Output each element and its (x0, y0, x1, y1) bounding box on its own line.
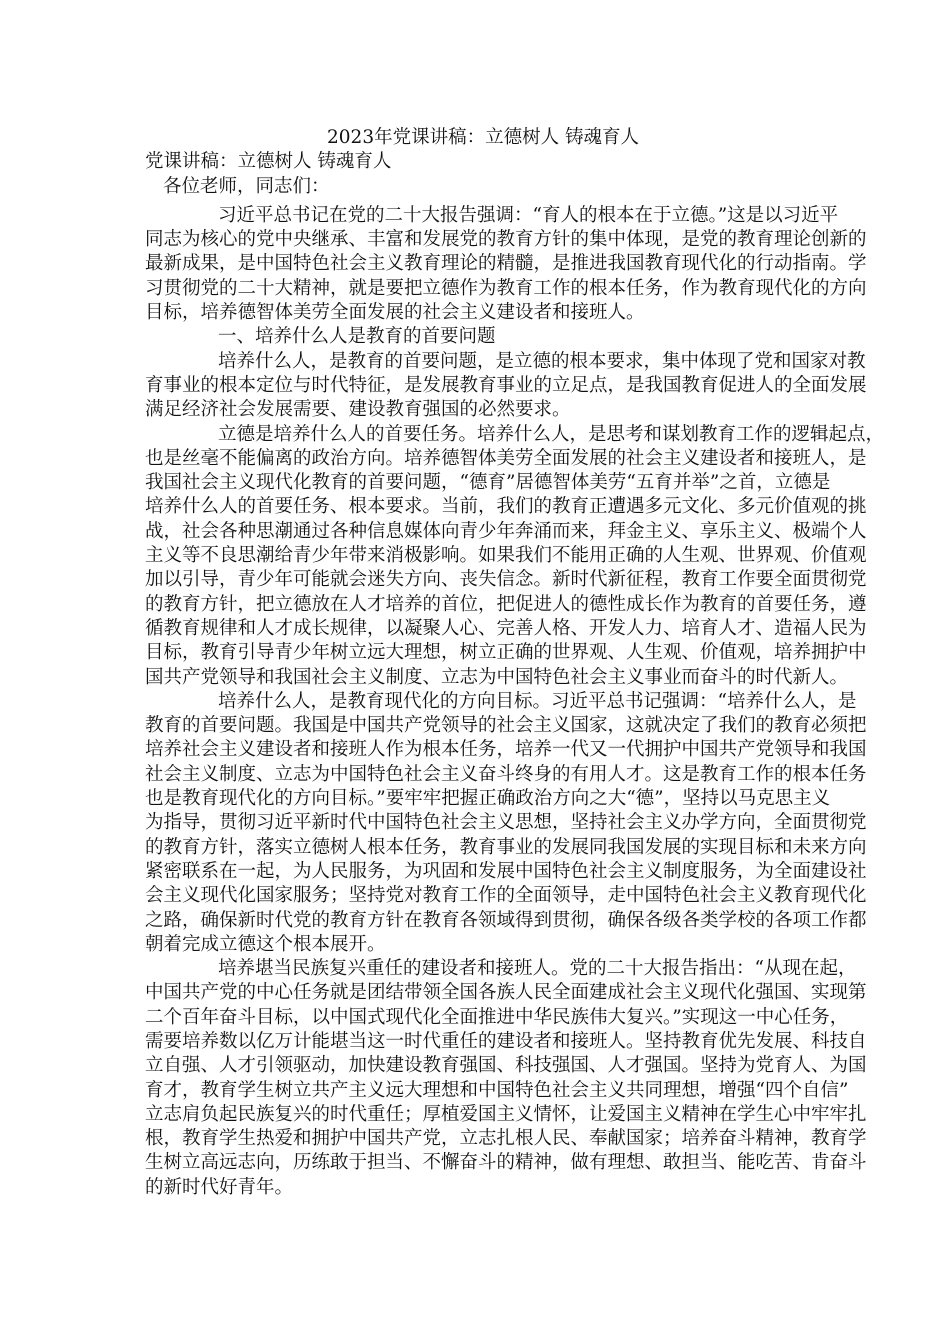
document-title: 2023年党课讲稿：立德树人 铸魂育人 (327, 127, 639, 148)
paragraph-line: 需要培养数以亿万计能堪当这一时代重任的建设者和接班人。坚持教育优先发展、科技自 (145, 1030, 867, 1052)
paragraph-line: 的教育方针，把立德放在人才培养的首位，把促进人的德性成长作为教育的首要任务，遵 (145, 593, 867, 615)
paragraph-line: 会主义现代化国家服务；坚持党对教育工作的全面领导，走中国特色社会主义教育现代化 (145, 885, 867, 907)
paragraph-line: 我国社会主义现代化教育的首要问题，“德育”居德智体美劳“五育并举”之首，立德是 (145, 472, 831, 494)
paragraph-line: 目标，教育引导青少年树立远大理想，树立正确的世界观、人生观、价值观，培养拥护中 (145, 642, 867, 664)
paragraph-line: 立自强、人才引领驱动，加快建设教育强国、科技强国、人才强国。坚持为党育人、为国 (145, 1055, 867, 1077)
paragraph-line: 的教育方针，落实立德树人根本任务，教育事业的发展同我国发展的实现目标和未来方向 (145, 836, 867, 858)
paragraph-line: 培养什么人，是教育现代化的方向目标。习近平总书记强调：“培养什么人，是 (218, 690, 857, 712)
paragraph-line: 教育的首要问题。我国是中国共产党领导的社会主义国家，这就决定了我们的教育必须把 (145, 715, 867, 737)
paragraph-line: 循教育规律和人才成长规律，以凝聚人心、完善人格、开发人力、培育人才、造福人民为 (145, 617, 867, 639)
section-heading (145, 325, 821, 349)
paragraph-line: 也是教育现代化的方向目标。”要牢牢把握正确政治方向之大“德”，坚持以马克思主义 (145, 788, 831, 810)
paragraph-line: 培养社会主义建设者和接班人作为根本任务，培养一代又一代拥护中国共产党领导和我国 (145, 739, 867, 761)
paragraph-line: 培养什么人的首要任务、根本要求。当前，我们的教育正遭遇多元文化、多元价值观的挑 (145, 496, 867, 518)
paragraph-line: 主义等不良思潮给青少年带来消极影响。如果我们不能用正确的人生观、世界观、价值观 (145, 545, 867, 567)
paragraph-line: 培养什么人，是教育的首要问题，是立德的根本要求，集中体现了党和国家对教 (218, 350, 866, 372)
paragraph (145, 350, 867, 423)
paragraph-line: 加以引导，青少年可能就会迷失方向、丧失信念。新时代新征程，教育工作要全面贯彻党 (145, 569, 867, 591)
document-subtitle: 党课讲稿：立德树人 铸魂育人 (145, 151, 392, 173)
paragraph-line: 之路，确保新时代党的教育方针在教育各领域得到贯彻，确保各级各类学校的各项工作都 (145, 909, 867, 931)
paragraph-line: 习贯彻党的二十大精神，就是要把立德作为教育工作的根本任务，作为教育现代化的方向 (145, 277, 867, 299)
paragraphs (145, 204, 885, 1200)
paragraph-line: 一、培养什么人是教育的首要问题 (218, 326, 496, 348)
paragraph-line: 目标，培养德智体美劳全面发展的社会主义建设者和接班人。 (145, 302, 645, 324)
document-body (145, 126, 885, 1200)
paragraph-line: 中国共产党的中心任务就是团结带领全国各族人民全面建成社会主义现代化强国、实现第 (145, 982, 867, 1004)
paragraph-line: 的新时代好青年。 (145, 1176, 294, 1198)
paragraph-line: 满足经济社会发展需要、建设教育强国的必然要求。 (145, 399, 571, 421)
paragraph-line: 最新成果，是中国特色社会主义教育理论的精髓，是推进我国教育现代化的行动指南。学 (145, 253, 867, 275)
paragraph (145, 957, 867, 1200)
paragraph-line: 培养堪当民族复兴重任的建设者和接班人。党的二十大报告指出：“从现在起， (218, 958, 857, 980)
paragraph-line: 生树立高远志向，历练敢于担当、不懈奋斗的精神，做有理想、敢担当、能吃苦、肯奋斗 (145, 1152, 867, 1174)
paragraph-line: 二个百年奋斗目标，以中国式现代化全面推进中华民族伟大复兴。”实现这一中心任务， (145, 1006, 849, 1028)
greeting: 各位老师，同志们： (163, 175, 330, 197)
paragraph-line: 育才，教育学生树立共产主义远大理想和中国特色社会主义共同理想，增强“四个自信” (145, 1079, 849, 1101)
paragraph-line: 战，社会各种思潮通过各种信息媒体向青少年奔涌而来，拜金主义、享乐主义、极端个人 (145, 520, 867, 542)
paragraph-line: 育事业的根本定位与时代特征，是发展教育事业的立足点，是我国教育促进人的全面发展 (145, 374, 867, 396)
paragraph-line: 立志肩负起民族复兴的时代重任；厚植爱国主义情怀，让爱国主义精神在学生心中牢牢扎 (145, 1103, 867, 1125)
paragraph-line: 也是丝毫不能偏离的政治方向。培养德智体美劳全面发展的社会主义建设者和接班人，是 (145, 447, 867, 469)
paragraph-line: 根，教育学生热爱和拥护中国共产党，立志扎根人民、奉献国家；培养奋斗精神，教育学 (145, 1128, 867, 1150)
paragraph-line: 同志为核心的党中央继承、丰富和发展党的教育方针的集中体现，是党的教育理论创新的 (145, 229, 867, 251)
paragraph-line: 习近平总书记在党的二十大报告强调：“育人的根本在于立德。”这是以习近平 (218, 204, 839, 226)
paragraph-line: 国共产党领导和我国社会主义制度、立志为中国特色社会主义事业而奋斗的时代新人。 (145, 666, 849, 688)
paragraph-line: 朝着完成立德这个根本展开。 (145, 933, 386, 955)
paragraph (145, 204, 867, 325)
paragraph (145, 423, 885, 690)
paragraph-line: 社会主义制度、立志为中国特色社会主义奋斗终身的有用人才。这是教育工作的根本任务 (145, 763, 867, 785)
paragraph-line: 立德是培养什么人的首要任务。培养什么人，是思考和谋划教育工作的逻辑起点， (218, 423, 885, 445)
paragraph-line: 为指导，贯彻习近平新时代中国特色社会主义思想，坚持社会主义办学方向，全面贯彻党 (145, 812, 867, 834)
paragraph (145, 690, 867, 957)
paragraph-line: 紧密联系在一起，为人民服务，为巩固和发展中国特色社会主义制度服务，为全面建设社 (145, 860, 867, 882)
